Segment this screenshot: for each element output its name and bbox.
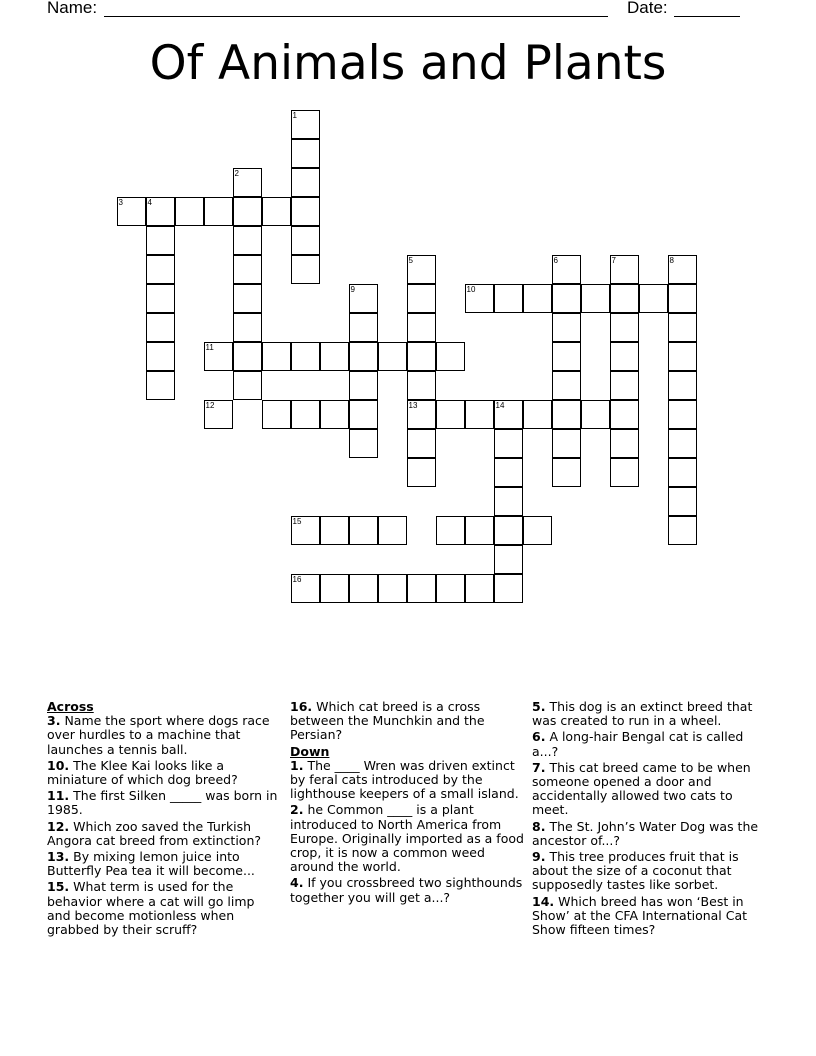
clue-down-8	[532, 820, 772, 848]
grid-cell[interactable]	[146, 342, 175, 371]
grid-cell[interactable]	[320, 574, 349, 603]
grid-cell[interactable]	[610, 429, 639, 458]
grid-cell[interactable]	[668, 313, 697, 342]
grid-cell[interactable]	[349, 371, 378, 400]
grid-cell-number: 1	[292, 110, 297, 120]
grid-cell[interactable]	[349, 516, 378, 545]
grid-cell[interactable]	[436, 574, 465, 603]
grid-cell[interactable]	[407, 458, 436, 487]
clue-number: 5.	[532, 699, 546, 714]
grid-cell[interactable]	[494, 574, 523, 603]
grid-cell[interactable]	[494, 284, 523, 313]
grid-cell[interactable]	[407, 574, 436, 603]
clue-text: What term is used for the behavior where a cat will go limp and become motionless when grabbed by their scruff?	[47, 879, 255, 938]
clue-across-12	[47, 820, 279, 848]
grid-cell[interactable]	[668, 400, 697, 429]
grid-cell[interactable]	[610, 342, 639, 371]
clue-across-13	[47, 850, 279, 878]
grid-cell[interactable]	[175, 197, 204, 226]
grid-cell[interactable]	[494, 400, 523, 429]
grid-cell[interactable]	[262, 342, 291, 371]
grid-cell[interactable]	[233, 255, 262, 284]
clue-across-10	[47, 759, 279, 787]
clue-number: 2.	[290, 802, 304, 818]
clue-down-4	[290, 876, 525, 904]
grid-cell[interactable]	[436, 342, 465, 371]
grid-cell[interactable]	[668, 371, 697, 400]
clue-text: The St. John’s Water Dog was the ancestor of...?	[532, 818, 759, 848]
clue-down-2	[290, 803, 525, 874]
grid-cell[interactable]	[320, 342, 349, 371]
grid-cell[interactable]	[204, 342, 233, 371]
grid-cell[interactable]	[146, 226, 175, 255]
clue-text: The ____ Wren was driven extinct by feral cats introduced by the lighthouse keepers of a small island.	[290, 757, 519, 802]
grid-cell[interactable]	[465, 400, 494, 429]
grid-cell[interactable]	[407, 371, 436, 400]
clue-across-11	[47, 789, 279, 817]
grid-cell[interactable]	[552, 313, 581, 342]
grid-cell[interactable]	[233, 226, 262, 255]
clue-text: This dog is an extinct breed that was created to run in a wheel.	[532, 699, 753, 729]
grid-cell[interactable]	[233, 284, 262, 313]
across-heading: Across	[47, 699, 94, 714]
grid-cell[interactable]	[407, 429, 436, 458]
grid-cell[interactable]	[494, 429, 523, 458]
grid-cell[interactable]	[668, 429, 697, 458]
clue-text: he Common ____ is a plant introduced to North America from Europe. Originally imported as a food crop, it is now a common weed around the world.	[290, 802, 524, 875]
clue-text: If you crossbreed two sighthounds together you will get a...?	[290, 875, 523, 905]
clue-down-9	[532, 850, 772, 893]
clue-text: Which cat breed is a cross between the Munchkin and the Persian?	[290, 699, 485, 743]
grid-cell-number: 12	[205, 400, 215, 410]
grid-cell[interactable]	[291, 168, 320, 197]
grid-cell[interactable]	[494, 487, 523, 516]
page-title: Of Animals and Plants	[149, 36, 667, 91]
clue-down-7	[532, 761, 772, 818]
clue-number: 15.	[47, 879, 70, 895]
name-label: Name:	[47, 0, 98, 17]
grid-cell-number: 13	[408, 400, 418, 410]
grid-cell[interactable]	[610, 400, 639, 429]
clue-number: 6.	[532, 729, 546, 745]
grid-cell[interactable]	[233, 371, 262, 400]
grid-cell[interactable]	[552, 429, 581, 458]
grid-cell[interactable]	[291, 226, 320, 255]
clue-number: 16.	[290, 699, 313, 714]
clue-across-16	[290, 700, 525, 743]
grid-cell[interactable]	[349, 342, 378, 371]
clue-text: Which zoo saved the Turkish Angora cat breed from extinction?	[47, 818, 262, 848]
grid-cell[interactable]	[204, 197, 233, 226]
clue-number: 9.	[532, 849, 546, 865]
grid-cell[interactable]	[291, 255, 320, 284]
clue-number: 4.	[290, 875, 304, 891]
grid-cell[interactable]	[668, 458, 697, 487]
grid-cell[interactable]	[552, 400, 581, 429]
grid-cell-number: 10	[466, 284, 476, 294]
grid-cell[interactable]	[407, 342, 436, 371]
clue-down-14	[532, 895, 772, 938]
grid-cell[interactable]	[378, 574, 407, 603]
clue-number: 12.	[47, 818, 70, 834]
grid-cell[interactable]	[610, 371, 639, 400]
clue-text: By mixing lemon juice into Butterfly Pea tea it will become...	[47, 849, 255, 879]
grid-cell[interactable]	[233, 197, 262, 226]
grid-cell[interactable]	[494, 516, 523, 545]
grid-cell-number: 7	[611, 255, 616, 265]
grid-cell[interactable]	[552, 458, 581, 487]
grid-cell[interactable]	[668, 342, 697, 371]
clue-number: 13.	[47, 849, 70, 865]
grid-cell[interactable]	[436, 516, 465, 545]
grid-cell-number: 8	[669, 255, 674, 265]
grid-cell[interactable]	[494, 545, 523, 574]
grid-cell[interactable]	[291, 400, 320, 429]
grid-cell[interactable]	[523, 516, 552, 545]
grid-cell[interactable]	[407, 284, 436, 313]
grid-cell[interactable]	[610, 458, 639, 487]
clue-text: Name the sport where dogs race over hurdles to a machine that launches a tennis ball.	[47, 713, 270, 757]
grid-cell[interactable]	[146, 371, 175, 400]
grid-cell[interactable]	[610, 313, 639, 342]
grid-cell[interactable]	[291, 516, 320, 545]
clues-column-3	[532, 700, 772, 939]
grid-cell[interactable]	[407, 400, 436, 429]
grid-cell-number: 14	[495, 400, 505, 410]
grid-cell-number: 2	[234, 168, 239, 178]
clue-text: The Klee Kai looks like a miniature of which dog breed?	[47, 757, 238, 788]
grid-cell[interactable]	[494, 458, 523, 487]
grid-cell[interactable]	[639, 284, 668, 313]
grid-cell[interactable]	[117, 197, 146, 226]
grid-cell[interactable]	[378, 342, 407, 371]
clue-text: This cat breed came to be when someone opened a door and accidentally allowed two cats to meet.	[532, 759, 751, 818]
grid-cell-number: 15	[292, 516, 302, 526]
down-heading: Down	[290, 743, 330, 759]
clue-number: 14.	[532, 893, 555, 909]
grid-cell[interactable]	[291, 197, 320, 226]
grid-cell[interactable]	[668, 255, 697, 284]
grid-cell[interactable]	[552, 342, 581, 371]
clues-column-1	[47, 700, 279, 939]
grid-cell[interactable]	[146, 197, 175, 226]
clue-down-6	[532, 730, 772, 758]
grid-cell[interactable]	[320, 400, 349, 429]
clue-across-3	[47, 714, 279, 757]
grid-cell-number: 3	[118, 197, 123, 207]
grid-cell[interactable]	[436, 400, 465, 429]
grid-cell[interactable]	[465, 516, 494, 545]
grid-cell[interactable]	[465, 574, 494, 603]
grid-cell-number: 9	[350, 284, 355, 294]
grid-cell[interactable]	[233, 313, 262, 342]
grid-cell[interactable]	[291, 110, 320, 139]
grid-cell[interactable]	[204, 400, 233, 429]
grid-cell[interactable]	[407, 313, 436, 342]
grid-cell[interactable]	[610, 284, 639, 313]
clue-text: Which breed has won ‘Best in Show’ at the CFA International Cat Show fifteen times?	[532, 893, 748, 938]
grid-cell[interactable]	[668, 284, 697, 313]
grid-cell[interactable]	[262, 197, 291, 226]
grid-cell[interactable]	[610, 255, 639, 284]
clue-number: 7.	[532, 759, 546, 775]
grid-cell-number: 11	[205, 342, 214, 352]
grid-cell[interactable]	[262, 400, 291, 429]
date-label: Date:	[627, 0, 668, 17]
grid-cell[interactable]	[668, 487, 697, 516]
grid-cell[interactable]	[581, 400, 610, 429]
grid-cell[interactable]	[465, 284, 494, 313]
grid-cell[interactable]	[291, 342, 320, 371]
grid-cell[interactable]	[233, 342, 262, 371]
grid-cell[interactable]	[523, 400, 552, 429]
clue-text: The first Silken _____ was born in 1985.	[47, 788, 278, 818]
grid-cell[interactable]	[349, 574, 378, 603]
grid-cell[interactable]	[233, 168, 262, 197]
clue-text: This tree produces fruit that is about the size of a coconut that supposedly tastes like sorbet.	[532, 849, 739, 893]
grid-cell-number: 5	[408, 255, 413, 265]
clue-down-5	[532, 700, 772, 728]
grid-cell[interactable]	[552, 371, 581, 400]
grid-cell[interactable]	[291, 574, 320, 603]
grid-cell[interactable]	[291, 139, 320, 168]
clue-down-1	[290, 759, 525, 802]
clue-text: A long-hair Bengal cat is called a...?	[532, 729, 744, 759]
clue-number: 10.	[47, 757, 70, 773]
grid-cell[interactable]	[349, 400, 378, 429]
grid-cell[interactable]	[349, 429, 378, 458]
clue-number: 11.	[47, 788, 70, 804]
clues-column-2	[290, 700, 525, 907]
grid-cell-number: 16	[292, 574, 302, 584]
grid-cell[interactable]	[552, 284, 581, 313]
grid-cell[interactable]	[349, 284, 378, 313]
grid-cell[interactable]	[146, 313, 175, 342]
grid-cell[interactable]	[146, 284, 175, 313]
clue-number: 1.	[290, 757, 304, 773]
grid-cell[interactable]	[378, 516, 407, 545]
grid-cell-number: 6	[553, 255, 558, 265]
clue-across-15	[47, 880, 279, 937]
grid-cell[interactable]	[407, 255, 436, 284]
grid-cell[interactable]	[552, 255, 581, 284]
grid-cell[interactable]	[668, 516, 697, 545]
grid-cell[interactable]	[320, 516, 349, 545]
grid-cell[interactable]	[146, 255, 175, 284]
clue-number: 3.	[47, 713, 61, 729]
grid-cell[interactable]	[523, 284, 552, 313]
clue-number: 8.	[532, 818, 546, 834]
grid-cell-number: 4	[147, 197, 152, 207]
grid-cell[interactable]	[349, 313, 378, 342]
grid-cell[interactable]	[581, 284, 610, 313]
